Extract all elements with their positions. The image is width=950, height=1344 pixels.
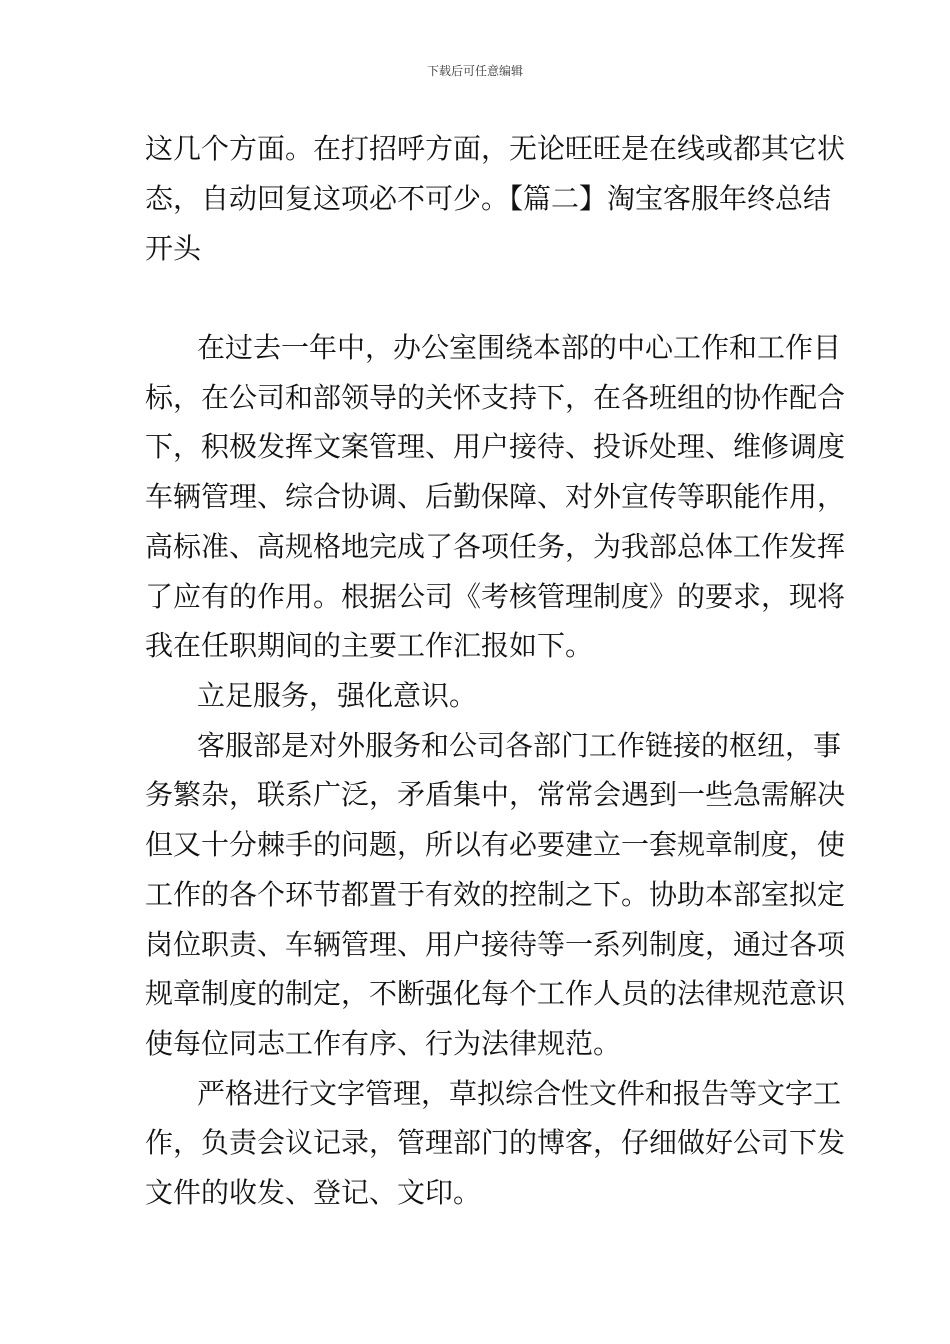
text-line: 标，在公司和部领导的关怀支持下，在各班组的协作配合	[145, 381, 846, 414]
text-line: 使每位同志工作有序、行为法律规范。	[145, 1027, 622, 1060]
text-line: 态，自动回复这项必不可少。【篇二】淘宝客服年终总结	[145, 182, 832, 215]
text-line: 但又十分棘手的问题，所以有必要建立一套规章制度，使	[145, 828, 846, 861]
text-line: 开头	[145, 232, 202, 265]
text-line: 立足服务，强化意识。	[197, 679, 478, 712]
page-header: 下载后可任意编辑	[426, 64, 523, 78]
text-line: 这几个方面。在打招呼方面，无论旺旺是在线或都其它状	[145, 132, 846, 165]
text-line: 高标准、高规格地完成了各项任务，为我部总体工作发挥	[145, 530, 846, 563]
text-line: 在过去一年中，办公室围绕本部的中心工作和工作目	[197, 331, 842, 364]
text-line: 作，负责会议记录，管理部门的博客，仔细做好公司下发	[145, 1126, 846, 1159]
text-line: 我在任职期间的主要工作汇报如下。	[145, 629, 594, 662]
text-line: 文件的收发、登记、文印。	[145, 1176, 482, 1209]
text-line: 务繁杂，联系广泛，矛盾集中，常常会遇到一些急需解决	[145, 778, 846, 811]
text-line: 客服部是对外服务和公司各部门工作链接的枢纽，事	[197, 729, 842, 762]
text-line: 工作的各个环节都置于有效的控制之下。协助本部室拟定	[145, 878, 846, 911]
text-line: 下，积极发挥文案管理、用户接待、投诉处理、维修调度	[145, 430, 846, 463]
text-line: 了应有的作用。根据公司《考核管理制度》的要求，现将	[145, 580, 846, 613]
text-line: 车辆管理、综合协调、后勤保障、对外宣传等职能作用，	[145, 480, 846, 513]
text-line: 岗位职责、车辆管理、用户接待等一系列制度，通过各项	[145, 928, 846, 961]
text-line: 规章制度的制定，不断强化每个工作人员的法律规范意识	[145, 977, 846, 1010]
text-line: 严格进行文字管理，草拟综合性文件和报告等文字工	[197, 1077, 842, 1110]
